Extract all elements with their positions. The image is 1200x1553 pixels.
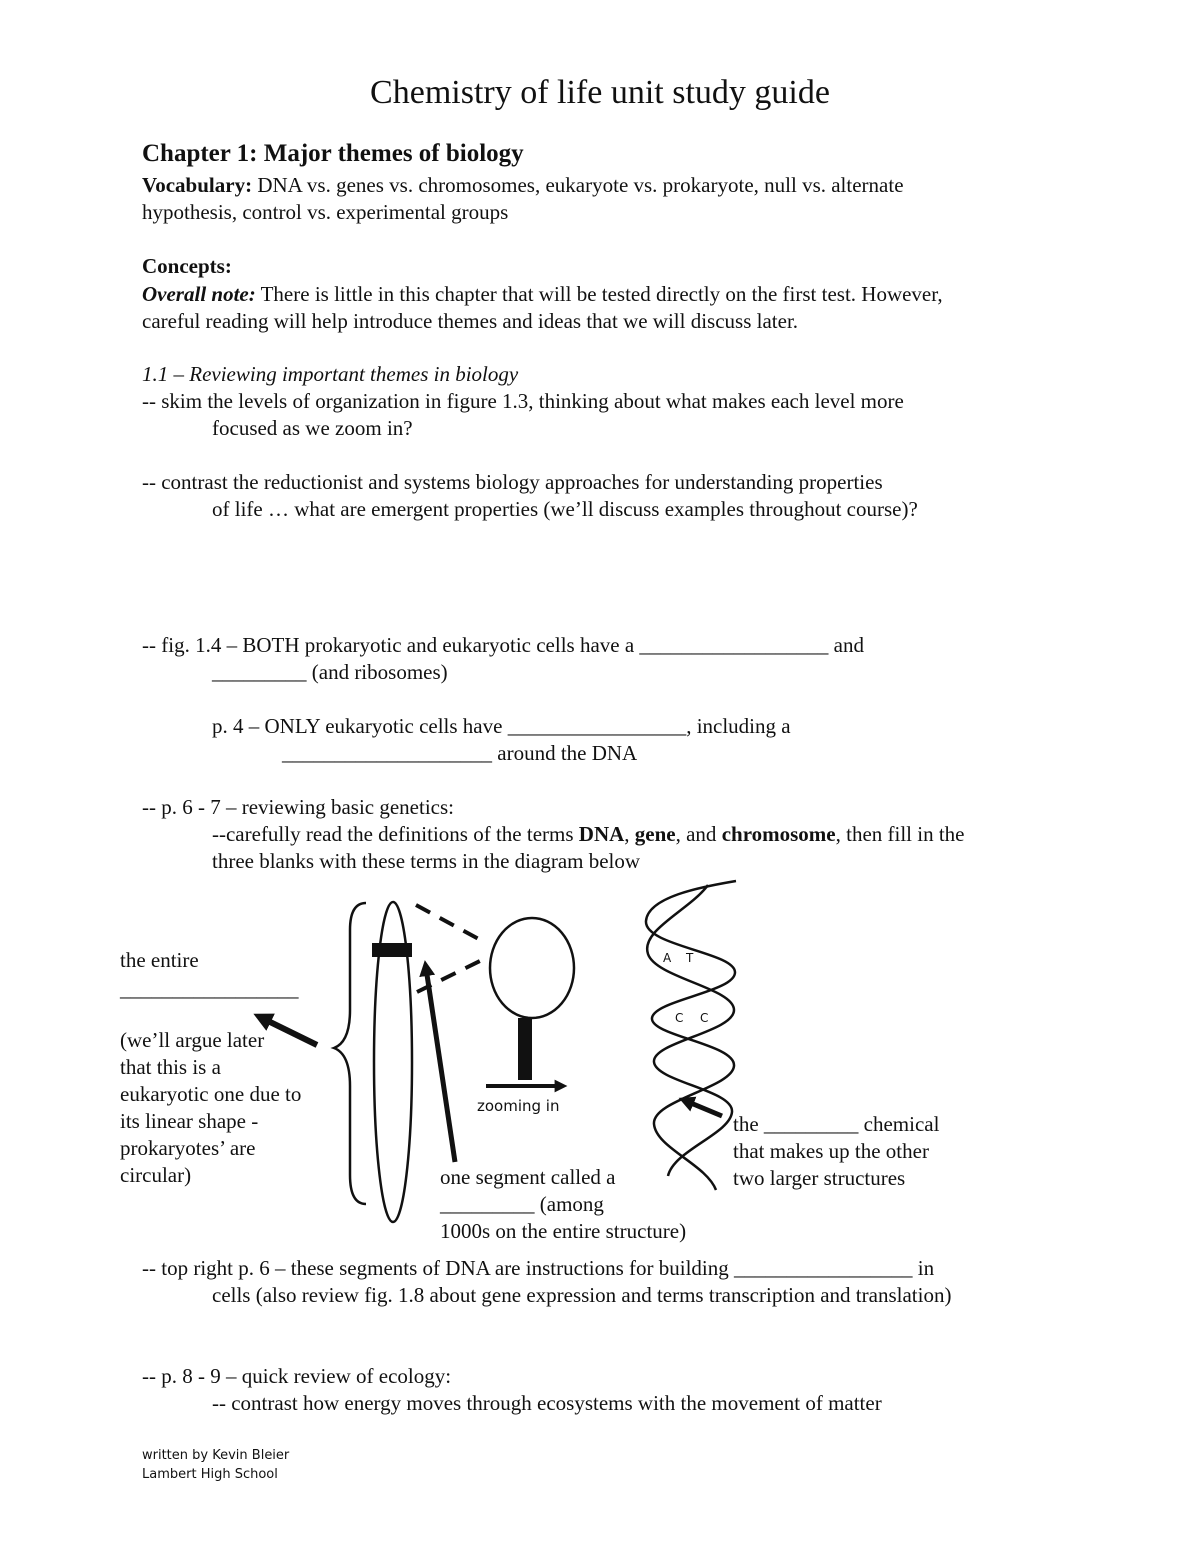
- gene-label-line-3: 1000s on the entire structure): [440, 1219, 687, 1243]
- chapter-heading: Chapter 1: Major themes of biology: [142, 140, 524, 167]
- zoom-dash-upper: [416, 905, 486, 943]
- vocabulary-line-2: hypothesis, control vs. experimental groups: [142, 200, 509, 224]
- fig-1-4-line-2: _________ (and ribosomes): [212, 660, 448, 684]
- term-separator: , and: [675, 822, 722, 846]
- chromosome-label-line-1: the entire: [120, 948, 199, 972]
- page-title: Chemistry of life unit study guide: [370, 74, 830, 111]
- gene-arrow: [426, 968, 455, 1162]
- chromosome-brace: [334, 903, 366, 1204]
- p4-line-2: ____________________ around the DNA: [282, 741, 638, 765]
- term-dna: DNA: [578, 822, 625, 846]
- genetics-intro: -- p. 6 - 7 – reviewing basic genetics:: [142, 795, 454, 819]
- contrast-line-2: of life … what are emergent properties (we’ll discuss examples throughout course)?: [212, 497, 918, 521]
- term-separator: ,: [624, 822, 635, 846]
- chromosome-note-4: its linear shape -: [120, 1109, 259, 1133]
- chromosome-note-2: that this is a: [120, 1055, 221, 1079]
- gene-band: [372, 943, 412, 957]
- footer-author: written by Kevin Bleier: [142, 1448, 290, 1463]
- ecology-line-2: -- contrast how energy moves through ecosystems with the movement of matter: [212, 1391, 882, 1415]
- term-gene: gene: [634, 822, 676, 846]
- magnifier-lens: [490, 918, 574, 1018]
- skim-line-2: focused as we zoom in?: [212, 416, 413, 440]
- vocabulary-text: DNA vs. genes vs. chromosomes, eukaryote vs. prokaryote, null vs. alternate: [252, 173, 904, 197]
- zooming-in-label: zooming in: [477, 1097, 560, 1115]
- vocabulary-label: Vocabulary:: [142, 173, 253, 197]
- dna-strand-2: [647, 885, 734, 1176]
- overall-note-line-2: careful reading will help introduce themes and ideas that we will discuss later.: [142, 309, 799, 333]
- overall-note-text: There is little in this chapter that will be tested directly on the first test. However,: [255, 282, 943, 306]
- ecology-line-1: -- p. 8 - 9 – quick review of ecology:: [142, 1364, 452, 1388]
- p4-line-1: p. 4 – ONLY eukaryotic cells have _________________, including a: [212, 714, 791, 738]
- chromosome-arrow: [262, 1018, 317, 1045]
- term-chromosome: chromosome: [721, 822, 836, 846]
- contrast-line-1: -- contrast the reductionist and systems biology approaches for understanding properties: [142, 470, 883, 494]
- magnifier-handle: [518, 1018, 532, 1080]
- chromosome-note-1: (we’ll argue later: [120, 1028, 265, 1052]
- top-right-p6-line-1: -- top right p. 6 – these segments of DNA are instructions for building _________________ in: [142, 1256, 935, 1280]
- base-label-a: A: [663, 951, 672, 965]
- concepts-label: Concepts:: [142, 254, 232, 278]
- chromosome-note-6: circular): [120, 1163, 192, 1187]
- genetics-read-text: --carefully read the definitions of the terms: [212, 822, 579, 846]
- top-right-p6-line-2: cells (also review fig. 1.8 about gene expression and terms transcription and translation): [212, 1283, 952, 1307]
- chromosome-note-3: eukaryotic one due to: [120, 1082, 302, 1106]
- chromosome-note-5: prokaryotes’ are: [120, 1136, 256, 1160]
- base-label-c1: C: [675, 1011, 684, 1025]
- chromosome-label-blank: _________________: [120, 977, 299, 1001]
- overall-note-label: Overall note:: [142, 282, 256, 306]
- gene-label-line-2: _________ (among: [440, 1192, 604, 1216]
- gene-label-line-1: one segment called a: [440, 1165, 616, 1189]
- fig-1-4-line-1: -- fig. 1.4 – BOTH prokaryotic and eukaryotic cells have a __________________ and: [142, 633, 864, 657]
- genetics-read-line-2: three blanks with these terms in the diagram below: [212, 849, 641, 873]
- footer-school: Lambert High School: [142, 1467, 278, 1482]
- base-label-c2: C: [700, 1011, 709, 1025]
- dna-label-line-2: that makes up the other: [733, 1139, 929, 1163]
- dna-label-line-1: the _________ chemical: [733, 1112, 940, 1136]
- dna-arrow: [686, 1101, 722, 1116]
- genetics-read-text: , then fill in the: [835, 822, 965, 846]
- base-label-t: T: [686, 951, 694, 965]
- skim-line-1: -- skim the levels of organization in figure 1.3, thinking about what makes each level more: [142, 389, 904, 413]
- section-heading-1-1: 1.1 – Reviewing important themes in biology: [142, 362, 519, 386]
- dna-label-line-3: two larger structures: [733, 1166, 906, 1190]
